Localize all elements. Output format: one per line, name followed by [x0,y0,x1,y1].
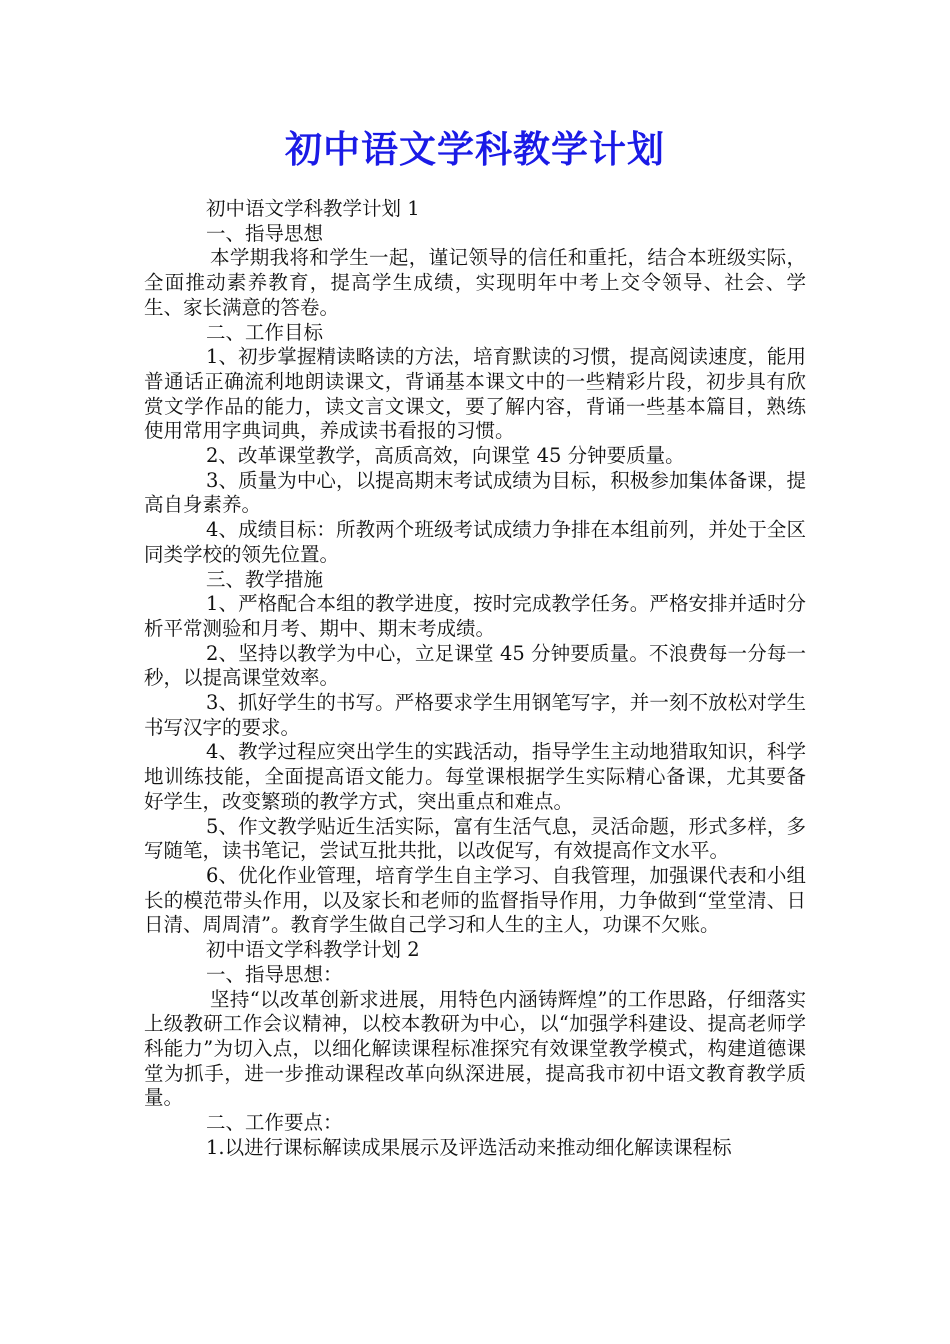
paragraph: 本学期我将和学生一起，谨记领导的信任和重托，结合本班级实际，全面推动素养教育，提高学生成绩，实现明年中考上交令领导、社会、学生、家长满意的答卷。 [144,246,806,319]
paragraph: 二、工作目标 [206,320,324,344]
paragraph: 4、成绩目标：所教两个班级考试成绩力争排在本组前列，并处于全区同类学校的领先位置。 [144,518,806,566]
paragraph: 2、坚持以教学为中心，立足课堂 45 分钟要质量。不浪费每一分每一秒，以提高课堂效率。 [144,641,806,690]
paragraph: 4、教学过程应突出学生的实践活动，指导学生主动地猎取知识，科学地训练技能，全面提高语文能力。每堂课根据学生实际精心备课，尤其要备好学生，改变繁琐的教学方式，突出重点和难点。 [144,740,806,813]
paragraph: 1、初步掌握精读略读的方法，培育默读的习惯，提高阅读速度，能用普通话正确流利地朗读课文，背诵基本课文中的一些精彩片段，初步具有欣赏文学作品的能力，读文言文课文，要了解内容，背诵一些基本篇目，熟练使用常用字典词典，养成读书看报的习惯。 [144,345,806,443]
paragraph: 三、教学措施 [206,567,324,591]
paragraph: 6、优化作业管理，培育学生自主学习、自我管理，加强课代表和小组长的模范带头作用，以及家长和老师的监督指导作用，力争做到“堂堂清、日日清、周周清”。教育学生做自己学习和人生的主人，功课不欠账。 [144,863,806,937]
paragraph: 初中语文学科教学计划 1 [206,197,420,220]
paragraph: 一、指导思想 [206,221,324,245]
paragraph: 1、严格配合本组的教学进度，按时完成教学任务。严格安排并适时分析平常测验和月考、期中、期末考成绩。 [144,592,806,640]
document-title: 初中语文学科教学计划 [285,128,665,171]
paragraph: 5、作文教学贴近生活实际，富有生活气息，灵活命题，形式多样，多写随笔，读书笔记，尝试互批共批，以改促写，有效提高作文水平。 [144,814,806,863]
document-body [144,197,806,1160]
paragraph: 2、改革课堂教学，高质高效，向课堂 45 分钟要质量。 [206,444,685,468]
paragraph: 1.以进行课标解读成果展示及评选活动来推动细化解读课程标 [206,1135,732,1159]
paragraph: 3、质量为中心，以提高期末考试成绩为目标，积极参加集体备课，提高自身素养。 [144,468,806,517]
paragraph: 初中语文学科教学计划 2 [206,938,420,962]
paragraph: 二、工作要点： [206,1111,343,1135]
paragraph: 3、抓好学生的书写。严格要求学生用钢笔写字，并一刻不放松对学生书写汉字的要求。 [144,691,806,739]
paragraph: 坚持“以改革创新求进展，用特色内涵铸辉煌”的工作思路，仔细落实上级教研工作会议精神，以校本教研为中心，以“加强学科建设、提高老师学科能力”为切入点，以细化解读课程标准探究有效课堂教学模式，构建道德课堂为抓手，进一步推动课程改革向纵深进展，提高我市初中语文教育教学质量。 [144,987,806,1110]
paragraph: 一、指导思想： [206,962,343,986]
